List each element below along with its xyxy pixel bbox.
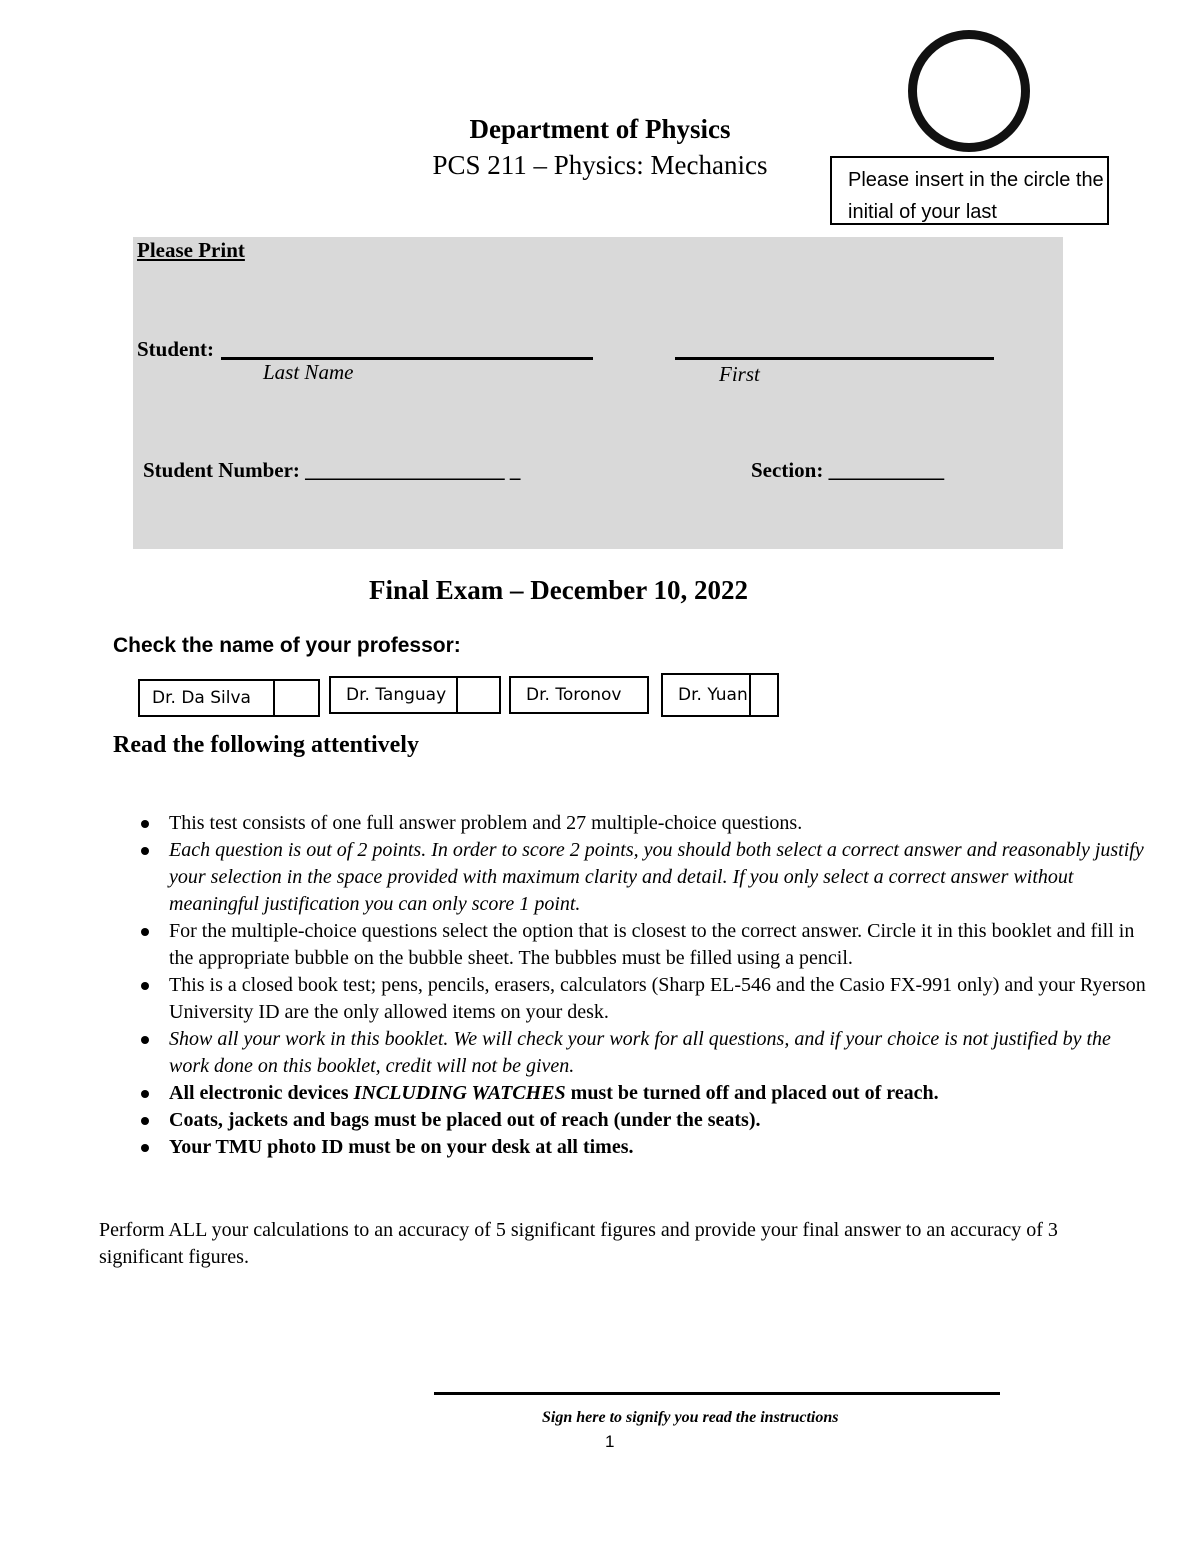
- devices-text-1: All electronic devices: [169, 1082, 354, 1104]
- section-field[interactable]: Section: ___________: [751, 458, 945, 482]
- list-item: This test consists of one full answer problem and 27 multiple-choice questions.: [141, 810, 1151, 837]
- professor-prompt: Check the name of your professor:: [113, 634, 461, 657]
- professor-name: Dr. Tanguay: [346, 685, 447, 705]
- page-number: 1: [605, 1432, 615, 1451]
- list-item: This is a closed book test; pens, pencils, erasers, calculators (Sharp EL-546 and the Casio FX-991 only) and your Ryerson University ID are the only allowed items on your desk.: [141, 972, 1151, 1026]
- list-item: Coats, jackets and bags must be placed out of reach (under the seats).: [141, 1107, 1151, 1134]
- initial-circle[interactable]: [908, 30, 1030, 152]
- department-title: Department of Physics: [469, 114, 731, 144]
- list-item: [141, 1080, 1151, 1107]
- professor-name: Dr. Toronov: [526, 685, 622, 705]
- professor-checkbox-da-silva[interactable]: [273, 679, 320, 717]
- signature-line[interactable]: [434, 1392, 1000, 1395]
- initial-instruction-box: Please insert in the circle the initial of your last: [830, 156, 1109, 225]
- exam-title: [0, 575, 1200, 606]
- professor-checkbox-yuan[interactable]: [749, 673, 779, 717]
- signature-caption: Sign here to signify you read the instructions: [542, 1409, 839, 1426]
- professor-option-da-silva: [138, 679, 275, 717]
- student-label: Student:: [137, 337, 215, 361]
- devices-text-2: INCLUDING WATCHES: [353, 1082, 566, 1104]
- please-print-heading: Please Print: [137, 238, 245, 262]
- student-number-field[interactable]: Student Number: ___________________ _: [143, 458, 521, 482]
- instructions-list: [141, 810, 1151, 1161]
- list-item: For the multiple-choice questions select the option that is closest to the correct answer. Circle it in this booklet and fill in the appropriate bubble on the bubble sheet. The bubbles must be filled using a pencil.: [141, 918, 1151, 972]
- list-item: Your TMU photo ID must be on your desk at all times.: [141, 1134, 1151, 1161]
- professor-checkbox-tanguay[interactable]: [456, 676, 501, 714]
- course-title: PCS 211 – Physics: Mechanics: [432, 150, 768, 180]
- first-name-label: First: [719, 362, 760, 386]
- devices-text-3: must be turned off and placed out of reach.: [565, 1082, 939, 1104]
- instructions-heading: Read the following attentively: [113, 732, 419, 758]
- exam-title-text: Final Exam – December 10, 2022: [369, 575, 748, 605]
- first-name-line[interactable]: [675, 357, 994, 360]
- list-item: Each question is out of 2 points. In order to score 2 points, you should both select a correct answer and reasonably justify your selection in the space provided with maximum clarity and detail. If you only select a correct answer without meaningful justification you can only score 1 point.: [141, 837, 1151, 918]
- list-item: Show all your work in this booklet. We will check your work for all questions, and if your choice is not justified by the work done on this booklet, credit will not be given.: [141, 1026, 1151, 1080]
- print-section-background: [133, 237, 1063, 549]
- professor-option-yuan: [661, 673, 752, 717]
- accuracy-note: Perform ALL your calculations to an accuracy of 5 significant figures and provide your final answer to an accuracy of 3 significant figures.: [99, 1219, 1058, 1268]
- last-name-label: Last Name: [263, 360, 354, 384]
- professor-name: Dr. Da Silva: [152, 688, 251, 708]
- professor-name: Dr. Yuan: [678, 685, 748, 705]
- professor-option-toronov[interactable]: [509, 676, 649, 714]
- professor-option-tanguay: [329, 676, 459, 714]
